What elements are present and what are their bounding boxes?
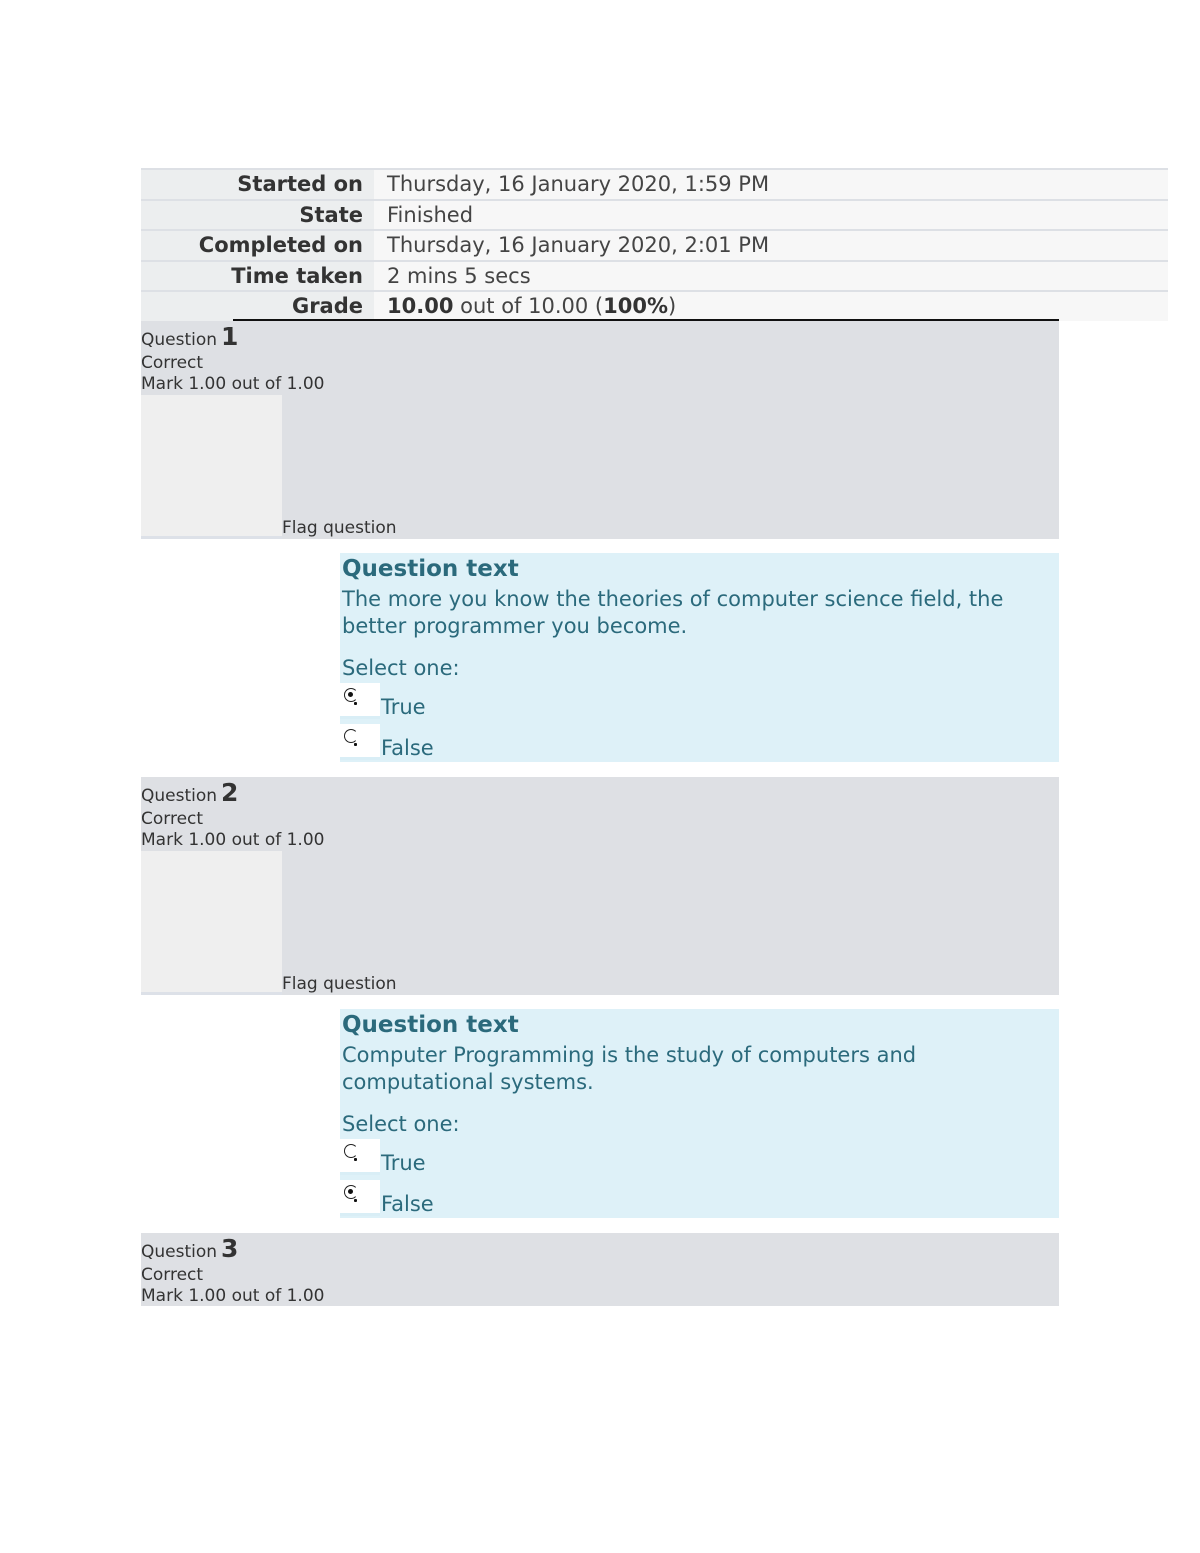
summary-value: 2 mins 5 secs [374, 262, 1168, 291]
summary-value: Thursday, 16 January 2020, 2:01 PM [374, 231, 1168, 260]
attempt-summary-table [141, 168, 1168, 321]
answer-option-true[interactable] [340, 683, 640, 719]
summary-row-completed [141, 229, 1168, 260]
info-bottom-border [141, 536, 282, 539]
summary-label: Time taken [141, 262, 374, 291]
summary-value: Finished [374, 201, 1168, 230]
option-label[interactable]: True [381, 695, 426, 719]
info-bottom-border [141, 992, 282, 995]
question-info-3 [141, 1233, 1059, 1306]
summary-row-grade [141, 290, 1168, 321]
question-number-value: 2 [221, 778, 239, 807]
radio-cell [340, 1139, 380, 1175]
question-prefix: Question [141, 786, 218, 806]
radio-cell [340, 1180, 380, 1216]
question-number-value: 1 [221, 322, 239, 351]
summary-label: Grade [141, 292, 374, 321]
summary-row-started [141, 168, 1168, 199]
answer-option-false[interactable] [340, 724, 640, 760]
flag-question-link[interactable]: Flag question [282, 518, 397, 538]
summary-label: Completed on [141, 231, 374, 260]
flag-question-box [141, 395, 282, 536]
question-content-2 [340, 1009, 1059, 1218]
question-text: The more you know the theories of computer science field, the better programmer you become. [342, 587, 1004, 638]
question-number [141, 321, 238, 356]
question-state: Correct [141, 809, 204, 829]
grade-score: 10.00 [387, 294, 454, 319]
radio-button-selected[interactable] [344, 688, 358, 702]
grade-out-of: out of 10.00 [460, 294, 589, 319]
answer-option-false[interactable] [340, 1180, 640, 1216]
summary-value: Thursday, 16 January 2020, 1:59 PM [374, 170, 1168, 199]
summary-row-state [141, 199, 1168, 230]
summary-row-time-taken [141, 260, 1168, 291]
question-info-1 [141, 321, 1059, 539]
question-state: Correct [141, 353, 204, 373]
option-label[interactable]: True [381, 1151, 426, 1175]
grade-percent: 100% [603, 294, 668, 319]
radio-cell [340, 683, 380, 719]
select-one-label: Select one: [342, 1112, 460, 1136]
question-text-heading: Question text [342, 556, 519, 582]
summary-label: State [141, 201, 374, 230]
question-mark: Mark 1.00 out of 1.00 [141, 830, 325, 850]
question-number [141, 1233, 238, 1268]
question-text-heading: Question text [342, 1012, 519, 1038]
select-one-label: Select one: [342, 656, 460, 680]
radio-button[interactable] [344, 729, 358, 743]
answer-option-true[interactable] [340, 1139, 640, 1175]
question-state: Correct [141, 1265, 204, 1285]
question-mark: Mark 1.00 out of 1.00 [141, 1286, 325, 1306]
flag-question-box [141, 851, 282, 992]
grade-value: 10.00 out of 10.00 (100%) [374, 292, 1168, 321]
question-mark: Mark 1.00 out of 1.00 [141, 374, 325, 394]
question-info-2 [141, 777, 1059, 995]
flag-question-link[interactable]: Flag question [282, 974, 397, 994]
question-text: Computer Programming is the study of computers and computational systems. [342, 1043, 917, 1094]
question-number-value: 3 [221, 1234, 239, 1263]
summary-label: Started on [141, 170, 374, 199]
question-content-1 [340, 553, 1059, 762]
question-prefix: Question [141, 330, 218, 350]
question-prefix: Question [141, 1242, 218, 1262]
radio-cell [340, 724, 380, 760]
option-label[interactable]: False [381, 736, 434, 760]
radio-button[interactable] [344, 1144, 358, 1158]
radio-button-selected[interactable] [344, 1185, 358, 1199]
question-number [141, 777, 238, 812]
option-label[interactable]: False [381, 1192, 434, 1216]
